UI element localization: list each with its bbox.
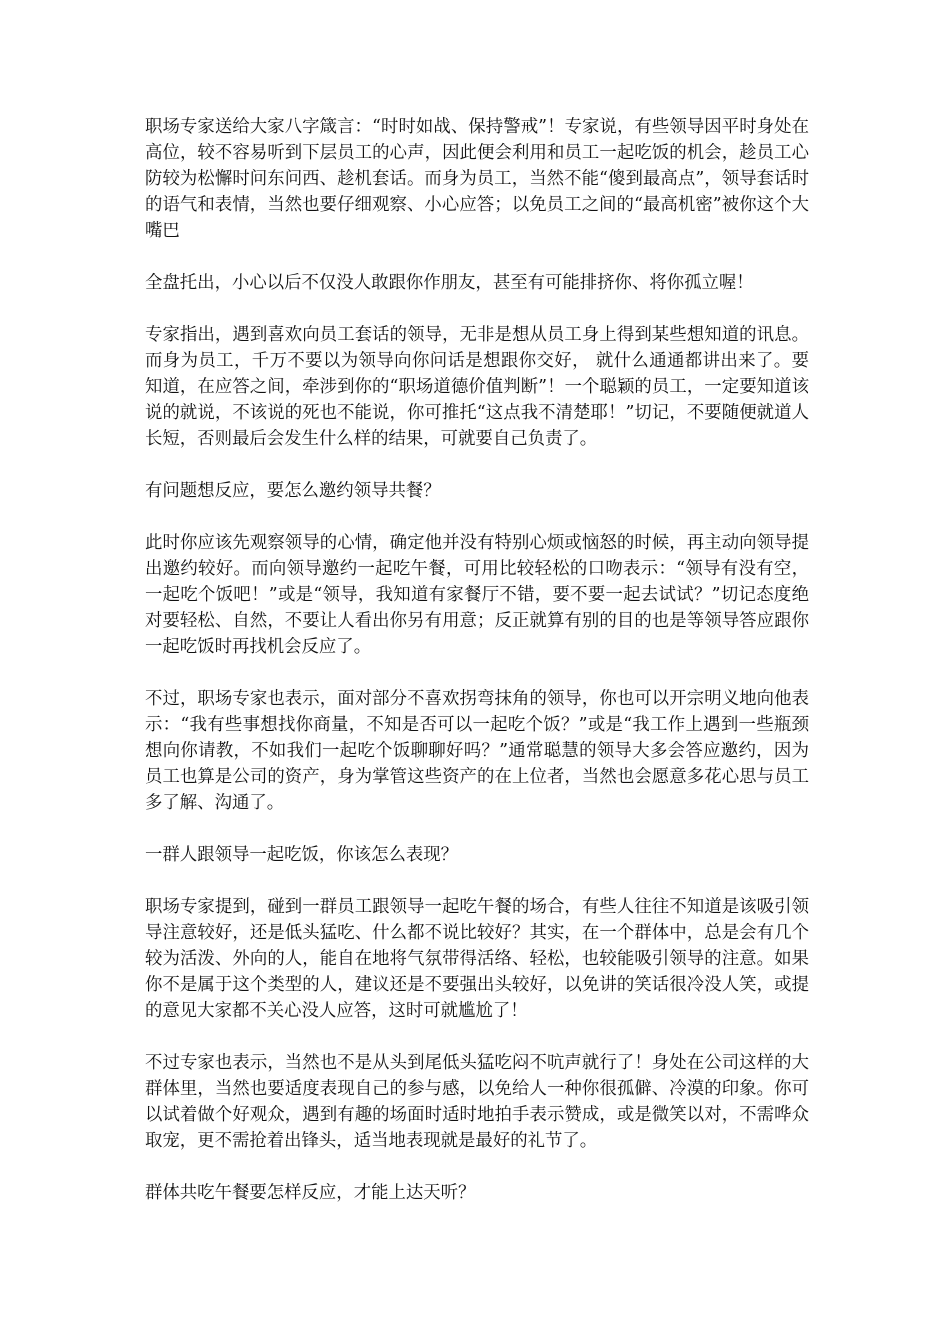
paragraph-intro: 职场专家送给大家八字箴言：“时时如战、保持警戒”！专家说，有些领导因平时身处在高位，较不容易听到下层员工的心声，因此便会利用和员工一起吃饭的机会，趁员工心防较为松懈时问东问西、趁机套话。而身为员工，当然不能“傻到最高点”，领导套话时的语气和表情，当然也要仔细观察、小心应答；以免员工之间的“最高机密”被你这个大嘴巴 [145,117,809,241]
section-heading-group-meal: 一群人跟领导一起吃饭，你该怎么表现？ [145,845,459,865]
document-body [145,114,809,1232]
section-heading-group-response: 群体共吃午餐要怎样反应，才能上达天听？ [145,1183,476,1203]
paragraph-direct-invite: 不过，职场专家也表示，面对部分不喜欢拐弯抹角的领导，你也可以开宗明义地向他表示：“我有些事想找你商量，不知是否可以一起吃个饭？”或是“我工作上遇到一些瓶颈想向你请教，不如我们一起吃个饭聊聊好吗？”通常聪慧的领导大多会答应邀约，因为员工也算是公司的资产，身为掌管这些资产的在上位者，当然也会愿意多花心思与员工多了解、沟通了。 [145,689,809,813]
paragraph-continuation: 全盘托出，小心以后不仅没人敢跟你作朋友，甚至有可能排挤你、将你孤立喔！ [145,273,754,293]
paragraph-group-behavior: 职场专家提到，碰到一群员工跟领导一起吃午餐的场合，有些人往往不知道是该吸引领导注意较好，还是低头猛吃、什么都不说比较好？其实，在一个群体中，总是会有几个较为活泼、外向的人，能自在地将气氛带得活络、轻松，也较能吸引领导的注意。如果你不是属于这个类型的人，建议还是不要强出头较好，以免讲的笑话很冷没人笑，或提的意见大家都不关心没人应答，这时可就尴尬了！ [145,897,809,1021]
paragraph-participation: 不过专家也表示，当然也不是从头到尾低头猛吃闷不吭声就行了！身处在公司这样的大群体里，当然也要适度表现自己的参与感，以免给人一种你很孤僻、冷漠的印象。你可以试着做个好观众，遇到有趣的场面时适时地拍手表示赞成，或是微笑以对，不需哗众取宠，更不需抢着出锋头，适当地表现就是最好的礼节了。 [145,1053,809,1151]
paragraph-invite-tips: 此时你应该先观察领导的心情，确定他并没有特别心烦或恼怒的时候，再主动向领导提出邀约较好。而向领导邀约一起吃午餐，可用比较轻松的口吻表示：“领导有没有空，一起吃个饭吧！”或是“领导，我知道有家餐厅不错，要不要一起去试试？”切记态度绝对要轻松、自然，不要让人看出你另有用意；反正就算有别的目的也是等领导答应跟你一起吃饭时再找机会反应了。 [145,533,809,657]
section-heading-invite: 有问题想反应，要怎么邀约领导共餐？ [145,481,441,501]
paragraph-expert-advice: 专家指出，遇到喜欢向员工套话的领导，无非是想从员工身上得到某些想知道的讯息。而身为员工，千万不要以为领导向你问话是想跟你交好， 就什么通通都讲出来了。要知道，在应答之间，牵涉到你的“职场道德价值判断”！一个聪颖的员工，一定要知道该说的就说，不该说的死也不能说，你可推托“这点我不清楚耶！”切记，不要随便就道人长短，否则最后会发生什么样的结果，可就要自己负责了。 [145,325,809,449]
